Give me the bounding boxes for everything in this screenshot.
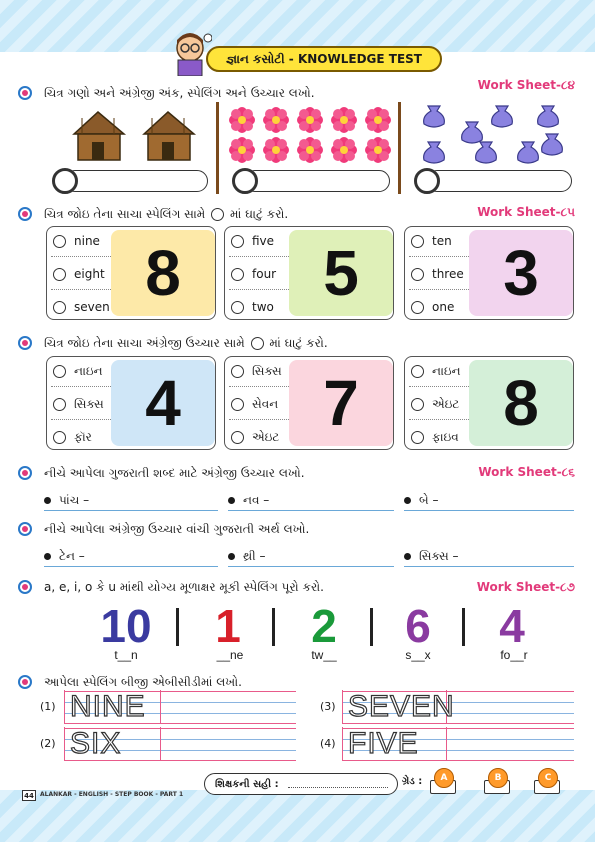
- write-item: થ્રી –: [228, 547, 265, 565]
- write-line[interactable]: [404, 566, 574, 567]
- question-row-5: [18, 520, 309, 538]
- answer-field[interactable]: [244, 170, 390, 192]
- option-circle: [231, 398, 244, 411]
- handwriting-box[interactable]: [342, 727, 574, 761]
- option-card: [224, 356, 394, 450]
- option-card: [46, 356, 216, 450]
- write-line[interactable]: [228, 510, 394, 511]
- answer-field[interactable]: [64, 170, 208, 192]
- item-label: (2): [40, 737, 56, 750]
- grade-c-badge[interactable]: C: [538, 768, 558, 788]
- top-decorative-band: [0, 0, 595, 52]
- question-text: નીચે આપેલા અંગ્રેજી ઉચ્ચાર વાંચી ગુજરાતી અર્થ લખો.: [44, 521, 310, 536]
- option-row[interactable]: સિક્સ: [231, 361, 282, 381]
- question-row-1: [18, 84, 315, 102]
- number-display: 1: [215, 600, 241, 652]
- spelling-blank[interactable]: tw__: [311, 648, 337, 662]
- option-circle: [411, 235, 424, 248]
- number-tile: 8: [469, 360, 573, 446]
- circle-symbol-icon: [211, 208, 224, 221]
- option-circle: [411, 365, 424, 378]
- write-item: બે –: [404, 491, 438, 509]
- option-row[interactable]: two: [231, 297, 274, 317]
- option-row[interactable]: eight: [53, 264, 105, 284]
- number-answer-circle[interactable]: [232, 168, 258, 194]
- spelling-blank[interactable]: s__x: [405, 648, 431, 662]
- option-row[interactable]: નાઇન: [411, 361, 461, 381]
- page-number: 44: [22, 790, 36, 801]
- option-circle: [231, 235, 244, 248]
- spelling-blank[interactable]: fo__r: [500, 648, 528, 662]
- option-row[interactable]: seven: [53, 297, 110, 317]
- number-display: 10: [100, 600, 152, 652]
- question-row-3: [18, 334, 328, 352]
- option-circle: [411, 301, 424, 314]
- option-row[interactable]: ફૉર: [53, 427, 92, 447]
- number-tile: 3: [469, 230, 573, 316]
- question-bullet-icon: [18, 86, 32, 100]
- question-row-4: [18, 464, 305, 482]
- question-row-7: [18, 673, 242, 691]
- option-row[interactable]: સિક્સ: [53, 394, 104, 414]
- worksheet-label: Work Sheet-૮૫: [477, 205, 575, 219]
- signature-line: [288, 787, 388, 788]
- grade-b-badge[interactable]: B: [488, 768, 508, 788]
- handwriting-word: FIVE: [348, 727, 419, 760]
- write-item: પાંચ –: [44, 491, 89, 509]
- number-display: 6: [405, 600, 431, 652]
- number-display: 2: [311, 600, 337, 652]
- option-row[interactable]: નાઇન: [53, 361, 103, 381]
- option-row[interactable]: ફાઇવ: [411, 427, 459, 447]
- write-item: ટેન –: [44, 547, 85, 565]
- write-line[interactable]: [44, 566, 218, 567]
- teacher-signature-field[interactable]: શિક્ષકની સહી :: [204, 773, 398, 795]
- question-bullet-icon: [18, 522, 32, 536]
- option-row[interactable]: five: [231, 231, 274, 251]
- question-text: a, e, i, o કે u માંથી યોગ્ય મૂળાક્ષર મૂકી સ્પેલિંગ પૂરો કરો.: [44, 579, 324, 594]
- option-circle: [231, 301, 244, 314]
- option-row[interactable]: સેવન: [231, 394, 278, 414]
- number-tile: 4: [111, 360, 215, 446]
- number-display: 4: [499, 600, 525, 652]
- option-row[interactable]: એઇટ: [231, 427, 279, 447]
- handwriting-word: NINE: [70, 690, 146, 723]
- option-card: [224, 226, 394, 320]
- option-circle: [53, 365, 66, 378]
- spelling-blank[interactable]: __ne: [216, 648, 244, 662]
- question-row-2: [18, 205, 288, 223]
- divider: [462, 608, 465, 646]
- option-circle: [231, 431, 244, 444]
- option-row[interactable]: one: [411, 297, 454, 317]
- circle-symbol-icon: [251, 337, 264, 350]
- question-bullet-icon: [18, 466, 32, 480]
- worksheet-label: Work Sheet-૮૬: [478, 465, 575, 479]
- item-label: (1): [40, 700, 56, 713]
- question-bullet-icon: [18, 336, 32, 350]
- option-circle: [411, 268, 424, 281]
- spelling-blank[interactable]: t__n: [114, 648, 138, 662]
- option-circle: [411, 431, 424, 444]
- worksheet-label: Work Sheet-૮૭: [476, 580, 575, 594]
- divider: [370, 608, 373, 646]
- item-label: (4): [320, 737, 336, 750]
- option-row[interactable]: ten: [411, 231, 452, 251]
- question-text: ચિત્ર જોઇ તેના સાચા અંગ્રેજી ઉચ્ચાર સામે માં ઘાટું કરો.: [44, 335, 328, 350]
- student-mascot-icon: [168, 30, 212, 76]
- flowers-picture: [228, 106, 394, 164]
- write-line[interactable]: [44, 510, 218, 511]
- question-text: ચિત્ર ગણો અને અંગ્રેજી અંક, સ્પેલિંગ અને ઉચ્ચાર લખો.: [44, 85, 315, 100]
- option-card: [404, 226, 574, 320]
- write-line[interactable]: [228, 566, 394, 567]
- hut-icon: [144, 112, 194, 160]
- number-answer-circle[interactable]: [414, 168, 440, 194]
- option-circle: [231, 365, 244, 378]
- question-bullet-icon: [18, 580, 32, 594]
- page-title: જ્ઞાન કસોટી - KNOWLEDGE TEST: [206, 46, 442, 72]
- option-row[interactable]: three: [411, 264, 464, 284]
- question-row-6: [18, 578, 324, 596]
- divider: [176, 608, 179, 646]
- hut-icon: [74, 112, 124, 160]
- huts-picture: [70, 108, 200, 164]
- handwriting-box[interactable]: [342, 690, 574, 724]
- option-row[interactable]: nine: [53, 231, 100, 251]
- number-answer-circle[interactable]: [52, 168, 78, 194]
- handwriting-box[interactable]: [64, 690, 296, 724]
- number-tile: 8: [111, 230, 215, 316]
- handwriting-word: SIX: [70, 727, 122, 760]
- book-title: ALANKAR - ENGLISH - STEP BOOK - PART 1: [40, 791, 184, 798]
- option-card: [404, 356, 574, 450]
- question-bullet-icon: [18, 207, 32, 221]
- answer-field[interactable]: [426, 170, 572, 192]
- worksheet-label: Work Sheet-૮૪: [477, 78, 575, 92]
- question-text: નીચે આપેલા ગુજરાતી શબ્દ માટે અંગ્રેજી ઉચ્ચાર લખો.: [44, 465, 305, 480]
- option-circle: [53, 431, 66, 444]
- option-row[interactable]: four: [231, 264, 276, 284]
- option-circle: [53, 268, 66, 281]
- write-item: સિક્સ –: [404, 547, 459, 565]
- question-text: ચિત્ર જોઇ તેના સાચા સ્પેલિંગ સામે માં ઘાટું કરો.: [44, 206, 289, 221]
- option-card: [46, 226, 216, 320]
- handwriting-word: SEVEN: [348, 690, 455, 723]
- option-circle: [411, 398, 424, 411]
- item-label: (3): [320, 700, 336, 713]
- bags-picture: [412, 104, 572, 166]
- option-row[interactable]: એઇટ: [411, 394, 459, 414]
- option-circle: [53, 301, 66, 314]
- divider: [398, 102, 401, 194]
- grade-a-badge[interactable]: A: [434, 768, 454, 788]
- write-item: નવ –: [228, 491, 269, 509]
- option-circle: [53, 398, 66, 411]
- handwriting-box[interactable]: [64, 727, 296, 761]
- number-tile: 5: [289, 230, 393, 316]
- divider: [216, 102, 219, 194]
- grade-label: ગ્રેડ :: [402, 776, 423, 787]
- divider: [272, 608, 275, 646]
- write-line[interactable]: [404, 510, 574, 511]
- question-text: આપેલા સ્પેલિંગ બીજી એબીસીડીમાં લખો.: [44, 674, 242, 689]
- option-circle: [53, 235, 66, 248]
- number-tile: 7: [289, 360, 393, 446]
- option-circle: [231, 268, 244, 281]
- question-bullet-icon: [18, 675, 32, 689]
